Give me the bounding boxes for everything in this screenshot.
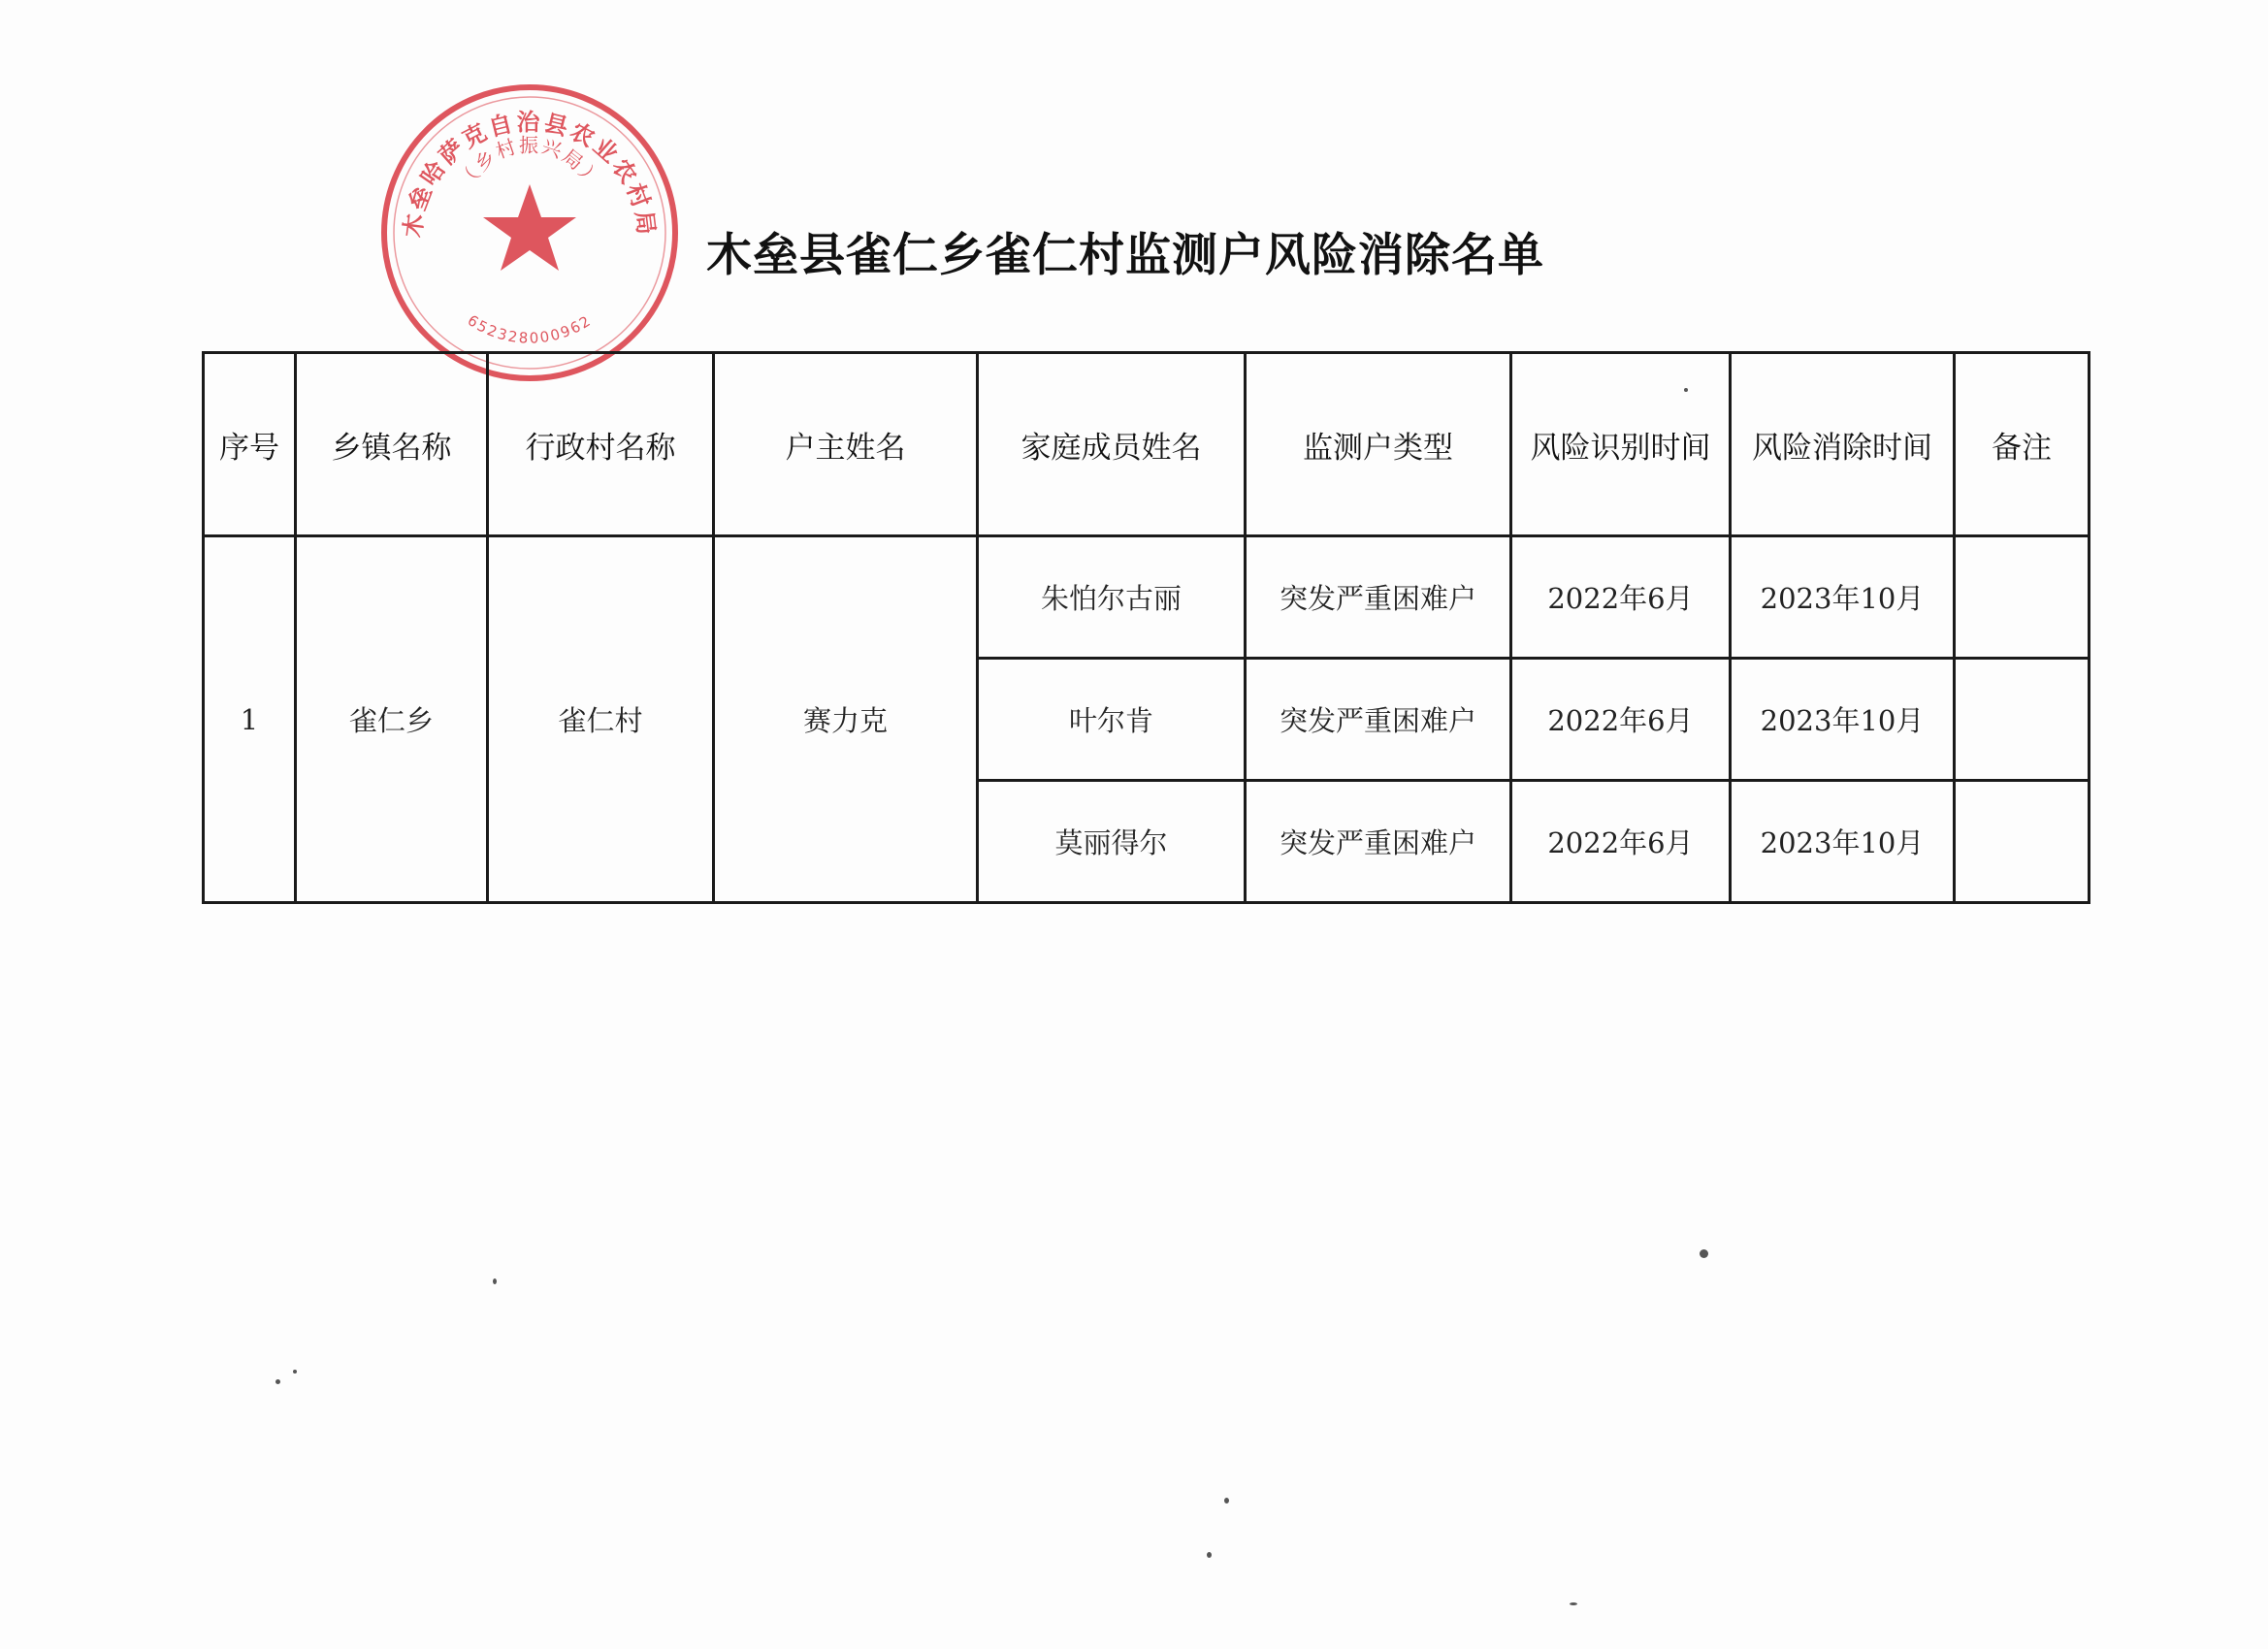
official-seal-stamp: [376, 80, 683, 386]
header-risk-identified: 风险识别时间: [1511, 353, 1731, 536]
cell-village: 雀仁村: [488, 536, 714, 903]
scan-speck: [1224, 1498, 1229, 1504]
cell-note: [1955, 659, 2090, 781]
scan-speck: [1207, 1552, 1212, 1558]
cell-member-name: 莫丽得尔: [978, 781, 1246, 903]
header-monitor-type: 监测户类型: [1246, 353, 1511, 536]
cell-risk-eliminated: 2023年10月: [1731, 536, 1955, 659]
cell-member-name: 叶尔肯: [978, 659, 1246, 781]
cell-monitor-type: 突发严重困难户: [1246, 659, 1511, 781]
scan-speck: [1570, 1602, 1577, 1605]
header-township: 乡镇名称: [296, 353, 488, 536]
header-index: 序号: [204, 353, 296, 536]
table-header-row: [204, 353, 2090, 536]
seal-star-icon: [483, 184, 576, 271]
cell-risk-identified: 2022年6月: [1511, 536, 1731, 659]
cell-household-head: 赛力克: [714, 536, 978, 903]
cell-risk-identified: 2022年6月: [1511, 781, 1731, 903]
header-household-head: 户主姓名: [714, 353, 978, 536]
cell-note: [1955, 781, 2090, 903]
header-family-member: 家庭成员姓名: [978, 353, 1246, 536]
document-title: 木垒县雀仁乡雀仁村监测户风险消除名单: [706, 229, 1544, 282]
risk-elimination-table: [202, 351, 2090, 904]
cell-township: 雀仁乡: [296, 536, 488, 903]
svg-text:652328000962: [465, 311, 596, 347]
header-note: 备注: [1955, 353, 2090, 536]
scan-speck: [275, 1379, 280, 1384]
header-risk-eliminated: 风险消除时间: [1731, 353, 1955, 536]
seal-inner-text: （乡村振兴局）: [454, 133, 605, 193]
seal-outer-text: 木垒哈萨克自治县农业农村局: [399, 108, 661, 240]
cell-risk-identified: 2022年6月: [1511, 659, 1731, 781]
cell-risk-eliminated: 2023年10月: [1731, 659, 1955, 781]
cell-note: [1955, 536, 2090, 659]
scan-speck: [493, 1278, 497, 1284]
scan-speck: [1700, 1249, 1708, 1258]
cell-risk-eliminated: 2023年10月: [1731, 781, 1955, 903]
cell-member-name: 朱怕尔古丽: [978, 536, 1246, 659]
table-row: [204, 536, 2090, 659]
header-village: 行政村名称: [488, 353, 714, 536]
seal-code: 652328000962: [464, 311, 596, 347]
cell-monitor-type: 突发严重困难户: [1246, 781, 1511, 903]
scan-speck: [293, 1370, 297, 1374]
cell-monitor-type: 突发严重困难户: [1246, 536, 1511, 659]
scan-speck: [1684, 388, 1688, 392]
cell-index: 1: [204, 536, 296, 903]
